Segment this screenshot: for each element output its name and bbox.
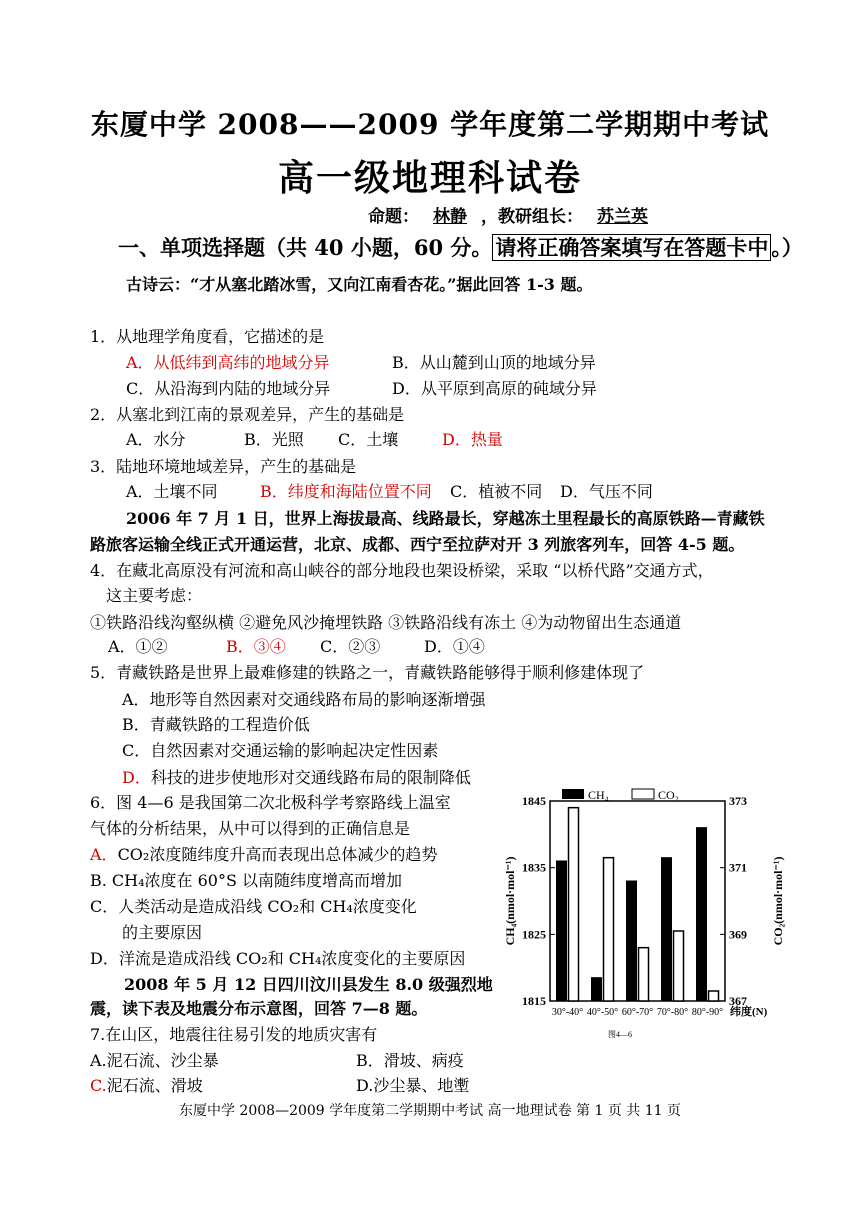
x-tick-label: 70°-80° [656, 1007, 689, 1018]
chart-caption: 图4—6 [608, 1030, 632, 1039]
x-tick-label: 60°-70° [621, 1007, 654, 1018]
option [424, 636, 485, 658]
question-line [90, 844, 437, 866]
question-line [90, 560, 714, 582]
option [560, 481, 653, 503]
answer-marker: D． [122, 768, 151, 787]
question-line [90, 404, 404, 426]
question-line [90, 998, 427, 1020]
option [442, 429, 503, 451]
option [226, 636, 286, 658]
option [356, 1050, 464, 1072]
question-line [90, 612, 681, 634]
option [126, 352, 330, 374]
option-text: 震，读下表及地震分布示意图，回答 7—8 题。 [90, 999, 428, 1018]
y-axis-right-label: CO₂(nmol·mol⁻¹) [771, 856, 785, 946]
co2-bar [674, 931, 684, 1001]
page-footer: 东厦中学 2008—2009 学年度第二学期期中考试 高一地理试卷 第 1 页 共 11 页 [178, 1103, 682, 1119]
option [108, 636, 168, 658]
option-text: ①铁路沿线沟壑纵横 ②避免风沙掩埋铁路 ③铁路沿线有冻土 ④为动物留出生态通道 [90, 613, 682, 632]
right-tick-label: 373 [729, 794, 747, 808]
option-text: C．从沿海到内陆的地域分异 [126, 379, 331, 398]
x-tick-label: 40°-50° [586, 1007, 619, 1018]
option-text: 4．在藏北高原没有河流和高山峡谷的部分地段也架设桥梁，采取 “以桥代路”交通方式， [90, 561, 714, 580]
ch4-bar [557, 861, 567, 1001]
option-text: C．自然因素对交通运输的影响起决定性因素 [122, 741, 439, 760]
option [244, 429, 304, 451]
option-text: A．地形等自然因素对交通线路布局的影响逐渐增强 [122, 690, 486, 709]
option-text: 2006 年 7 月 1 日，世界上海拔最高、线路最长，穿越冻土里程最长的高原铁路—青藏铁 [126, 509, 765, 528]
option-text: D.沙尘暴、地壍 [356, 1076, 470, 1095]
option-text: B. CH₄浓度在 60°S 以南随纬度增高而增加 [90, 871, 403, 890]
section-title: 一、单项选择题（共 40 小题，60 分。 [118, 235, 493, 260]
section-heading [118, 232, 803, 262]
question-line [90, 326, 324, 348]
option-text: A．土壤不同 [126, 482, 218, 501]
right-tick-label: 371 [729, 860, 747, 875]
option-text: D．①④ [424, 637, 485, 656]
option-text: 2．从塞北到江南的景观差异，产生的基础是 [90, 405, 405, 424]
legend-co2-swatch [632, 789, 654, 799]
question-line [90, 456, 356, 478]
question-line [90, 818, 410, 840]
question-line [122, 689, 486, 711]
question-line [122, 767, 471, 789]
option-text: 1．从地理学角度看，它描述的是 [90, 327, 325, 346]
leader-name: 苏兰英 [597, 207, 648, 227]
option-text: 科技的进步使地形对交通线路布局的限制降低 [150, 768, 471, 787]
ch4-bar [697, 828, 707, 1001]
option-text: 5．青藏铁路是世界上最难修建的铁路之一，青藏铁路能够得于顺利修建体现了 [90, 663, 645, 682]
option-text: B．滑坡、病疫 [356, 1051, 464, 1070]
option-text: 气体的分析结果，从中可以得到的正确信息是 [90, 819, 411, 838]
ch4-bar [627, 881, 637, 1001]
option-text: 这主要考虑： [106, 586, 203, 605]
answer-marker: C. [90, 1076, 107, 1095]
option [126, 378, 330, 400]
co2-bar [604, 858, 614, 1001]
option-text: C．土壤 [338, 430, 399, 449]
x-axis-label: 纬度(N) [730, 1006, 768, 1018]
option [320, 636, 380, 658]
co2-bar [639, 948, 649, 1001]
question-line [122, 714, 310, 736]
option-text: C．②③ [320, 637, 381, 656]
author-mid: ，教研组长： [481, 207, 583, 227]
option [126, 429, 186, 451]
option-text: 古诗云：“才从塞北踏冰雪，又向江南看杏花。”据此回答 1-3 题。 [126, 275, 593, 294]
correct-option: B．③④ [226, 637, 286, 656]
option-text: B．光照 [244, 430, 304, 449]
legend-ch4-swatch [562, 789, 584, 799]
co2-bar [569, 808, 579, 1001]
greenhouse-gas-chart [500, 783, 792, 1053]
left-tick-label: 1835 [522, 860, 546, 875]
option [90, 1050, 219, 1072]
option-text: B．青藏铁路的工程造价低 [122, 715, 310, 734]
correct-option: A．从低纬到高纬的地域分异 [126, 353, 330, 372]
option [90, 1075, 203, 1097]
right-tick-label: 369 [729, 927, 747, 942]
option-text: 3．陆地环境地域差异，产生的基础是 [90, 457, 357, 476]
option-text: A．①② [108, 637, 168, 656]
option-text: A.泥石流、沙尘暴 [90, 1051, 219, 1070]
option [392, 378, 597, 400]
option-text: 7.在山区，地震往往易引发的地质灾害有 [90, 1025, 378, 1044]
option [260, 481, 432, 503]
correct-option: B．纬度和海陆位置不同 [260, 482, 432, 501]
option-text: D．洋流是造成沿线 CO₂和 CH₄浓度变化的主要原因 [90, 949, 466, 968]
option-text: 6．图 4—6 是我国第二次北极科学考察路线上温室 [90, 793, 451, 812]
author-line [368, 202, 662, 227]
option-text: C．植被不同 [450, 482, 543, 501]
option [392, 352, 596, 374]
right-tick-label: 367 [729, 994, 747, 1008]
option-text: 路旅客运输全线正式开通运营，北京、成都、西宁至拉萨对开 3 列旅客列车，回答 4-5 题。 [90, 535, 745, 554]
option-text: 的主要原因 [122, 923, 203, 942]
author-name: 林静 [433, 207, 467, 227]
correct-option: D．热量 [442, 430, 503, 449]
section-note: 请将正确答案填写在答题卡中 [492, 234, 771, 261]
left-tick-label: 1815 [522, 994, 546, 1008]
option-text: D．气压不同 [560, 482, 653, 501]
question-line [126, 508, 765, 530]
option-text: C．人类活动是造成沿线 CO₂和 CH₄浓度变化 [90, 897, 417, 916]
question-line [122, 740, 438, 762]
exam-title: 东厦中学 2008——2009 学年度第二学期期中考试 [90, 108, 770, 141]
question-line [90, 1024, 377, 1046]
ch4-bar [662, 858, 672, 1001]
section-end: 。） [771, 235, 803, 260]
option [450, 481, 542, 503]
question-line [124, 974, 493, 996]
ch4-bar [592, 978, 602, 1001]
option-text: A．水分 [126, 430, 186, 449]
option-text: 2008 年 5 月 12 日四川汶川县发生 8.0 级强烈地 [124, 975, 493, 994]
option-text: B．从山麓到山顶的地域分异 [392, 353, 596, 372]
x-tick-label: 80°-90° [691, 1007, 724, 1018]
answer-marker: A． [90, 845, 118, 864]
left-tick-label: 1845 [522, 794, 546, 808]
option [356, 1075, 469, 1097]
co2-bar [709, 991, 719, 1001]
exam-subtitle: 高一级地理科试卷 [277, 157, 582, 199]
option [126, 481, 218, 503]
question-line [122, 922, 202, 944]
left-tick-label: 1825 [522, 927, 546, 942]
question-line [106, 585, 202, 607]
option-text: D．从平原到高原的砘域分异 [392, 379, 597, 398]
question-line [90, 948, 465, 970]
question-line [90, 792, 451, 814]
legend-co2-label: CO₂ [658, 788, 679, 802]
question-line [90, 870, 402, 892]
x-tick-label: 30°-40° [551, 1007, 584, 1018]
option-text: 泥石流、滑坡 [106, 1076, 203, 1095]
question-line [90, 534, 744, 556]
question-line [90, 896, 417, 918]
question-line [126, 274, 592, 296]
question-line [90, 662, 644, 684]
y-axis-left-label: CH₄(nmol·mol⁻¹) [503, 856, 517, 946]
option [338, 429, 398, 451]
legend-ch4-label: CH₄ [588, 788, 609, 802]
author-prefix: 命题： [368, 207, 419, 227]
option-text: CO₂浓度随纬度升高而表现出总体减少的趋势 [117, 845, 438, 864]
